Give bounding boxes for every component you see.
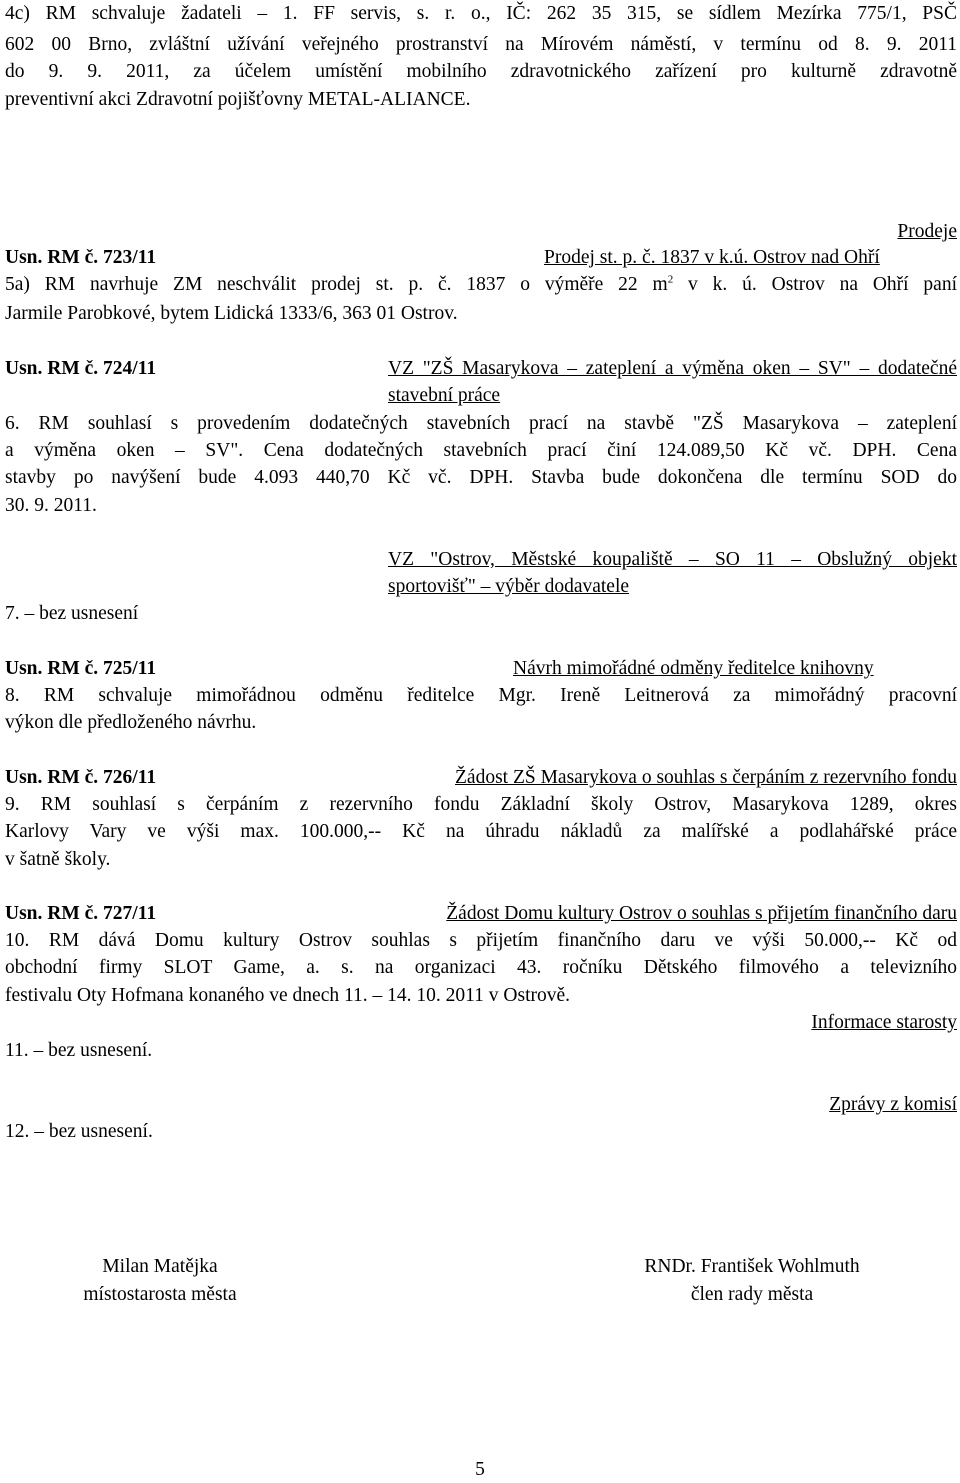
item-7-title: VZ "Ostrov, Městské koupaliště – SO 11 – Obslužný objekt	[388, 549, 957, 570]
section-heading-prodeje: Prodeje	[897, 221, 957, 242]
resolution-title-727: Žádost Domu kultury Ostrov o souhlas s přijetím finančního daru	[446, 903, 957, 924]
signature-left-role: místostarosta města	[83, 1284, 237, 1305]
item-4c-line: 602 00 Brno, zvláštní užívání veřejného prostranství na Mírovém náměstí, v termínu od 8. 9. 2011	[5, 34, 957, 55]
item-7-text: 7. – bez usnesení	[5, 603, 139, 624]
resolution-text-723: 5a) RM navrhuje ZM neschválit prodej st. p. č. 1837 o výměře 22 $m^2$ v k. ú. Ostrov na Ohří paní	[5, 273, 958, 295]
resolution-number-725: Usn. RM č. 725/11	[5, 658, 157, 679]
item-4c-line: 4c) RM schvaluje žadateli – 1. FF servis, s. r. o., IČ: 262 35 315, se sídlem Mezírka 775/1, PSČ	[5, 3, 957, 24]
resolution-text-725: výkon dle předloženého návrhu.	[5, 712, 257, 733]
resolution-text-726: v šatně školy.	[5, 849, 111, 870]
resolution-number-723: Usn. RM č. 723/11	[5, 247, 157, 268]
item-4c-line: do 9. 9. 2011, za účelem umístění mobilního zdravotnického zařízení pro kulturně zdravotně	[5, 61, 957, 82]
resolution-text-725: 8. RM schvaluje mimořádnou odměnu ředitelce Mgr. Ireně Leitnerová za mimořádný pracovní	[5, 685, 957, 706]
resolution-title-726: Žádost ZŠ Masarykova o souhlas s čerpáním z rezervního fondu	[455, 767, 957, 788]
section-heading-informace: Informace starosty	[811, 1012, 957, 1033]
resolution-number-726: Usn. RM č. 726/11	[5, 767, 157, 788]
resolution-text-723: Jarmile Parobkové, bytem Lidická 1333/6, 363 01 Ostrov.	[5, 303, 458, 324]
resolution-number-727: Usn. RM č. 727/11	[5, 903, 157, 924]
resolution-text-726: 9. RM souhlasí s čerpáním z rezervního fondu Základní školy Ostrov, Masarykova 1289, okres	[5, 794, 957, 815]
resolution-text-724: 30. 9. 2011.	[5, 495, 97, 516]
resolution-text-727: 10. RM dává Domu kultury Ostrov souhlas s přijetím finančního daru ve výši 50.000,-- Kč od	[5, 930, 957, 951]
resolution-number-724: Usn. RM č. 724/11	[5, 358, 157, 379]
item-7-title: sportovišť" – výběr dodavatele	[388, 576, 630, 597]
item-12-text: 12. – bez usnesení.	[5, 1121, 153, 1142]
resolution-title-724: VZ "ZŠ Masarykova – zateplení a výměna oken – SV" – dodatečné	[388, 358, 957, 379]
signature-right-name: RNDr. František Wohlmuth	[644, 1256, 860, 1277]
resolution-text-727: festivalu Oty Hofmana konaného ve dnech 11. – 14. 10. 2011 v Ostrově.	[5, 985, 571, 1006]
page-number: 5	[475, 1459, 485, 1480]
resolution-text-726: Karlovy Vary ve výši max. 100.000,-- Kč na úhradu nákladů za malířské a podlahářské práce	[5, 821, 957, 842]
resolution-text-724: stavby po navýšení bude 4.093 440,70 Kč vč. DPH. Stavba bude dokončena dle termínu SOD do	[5, 467, 957, 488]
resolution-text-727: obchodní firmy SLOT Game, a. s. na organizaci 43. ročníku Dětského filmového a televizního	[5, 957, 957, 978]
section-heading-zpravy: Zprávy z komisí	[829, 1094, 957, 1115]
signature-left-name: Milan Matějka	[102, 1256, 218, 1277]
resolution-title-725: Návrh mimořádné odměny ředitelce knihovny	[513, 658, 874, 679]
resolution-title-724: stavební práce	[388, 385, 501, 406]
resolution-title-723: Prodej st. p. č. 1837 v k.ú. Ostrov nad Ohří	[544, 247, 880, 268]
resolution-text-724: a výměna oken – SV". Cena dodatečných stavebních prací činí 124.089,50 Kč vč. DPH. Cena	[5, 440, 957, 461]
item-11-text: 11. – bez usnesení.	[5, 1040, 153, 1061]
item-4c-line: preventivní akci Zdravotní pojišťovny METAL-ALIANCE.	[5, 89, 471, 110]
resolution-text-724: 6. RM souhlasí s provedením dodatečných stavebních prací na stavbě "ZŠ Masarykova – zateplení	[5, 413, 957, 434]
signature-right-role: člen rady města	[690, 1284, 814, 1305]
